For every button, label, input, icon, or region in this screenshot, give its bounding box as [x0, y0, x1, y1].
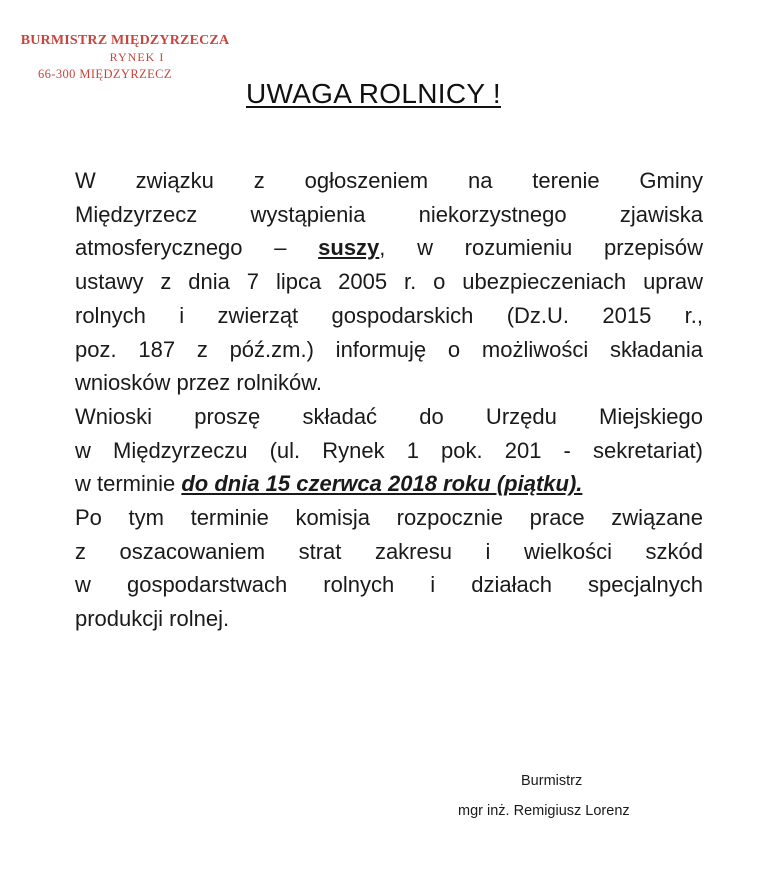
body-line: poz. 187 z póź.zm.) informuję o możliwości składania [75, 336, 703, 362]
office-stamp [8, 32, 242, 83]
signature-name: mgr inż. Remigiusz Lorenz [458, 803, 630, 819]
notice-body [75, 164, 703, 636]
body-line: Międzyrzecz wystąpienia niekorzystnego zjawiska [75, 201, 703, 227]
body-line [75, 231, 703, 265]
body-line: produkcji rolnej. [75, 606, 230, 632]
body-line: ustawy z dnia 7 lipca 2005 r. o ubezpieczeniach upraw [75, 269, 703, 295]
stamp-street: RYNEK I [109, 50, 165, 64]
body-line: w gospodarstwach rolnych i działach specjalnych [75, 572, 703, 598]
notice-title: UWAGA ROLNICY ! [246, 78, 501, 109]
body-line: W związku z ogłoszeniem na terenie Gminy [75, 168, 703, 193]
body-line: w Międzyrzeczu (ul. Rynek 1 pok. 201 - sekretariat) [75, 437, 703, 463]
signature-title: Burmistrz [521, 773, 583, 789]
body-line: z oszacowaniem strat zakresu i wielkości szkód [75, 538, 703, 564]
stamp-office-name: BURMISTRZ MIĘDZYRZECZA [20, 33, 230, 48]
body-line: Po tym terminie komisja rozpocznie prace związane [75, 505, 703, 531]
body-line: wniosków przez rolników. [75, 370, 322, 396]
body-line: Wnioski proszę składać do Urzędu Miejskiego [75, 403, 703, 429]
drought-term: suszy [318, 235, 380, 261]
body-text: atmosferycznego – [75, 235, 319, 261]
body-line [75, 467, 703, 501]
body-line: rolnych i zwierząt gospodarskich (Dz.U. 2015 r., [75, 302, 703, 328]
deadline-date: do dnia 15 czerwca 2018 roku (piątku). [181, 471, 583, 497]
body-text: w terminie [75, 471, 182, 497]
body-text: , w rozumieniu przepisów [379, 235, 704, 261]
stamp-postal-city: 66-300 MIĘDZYRZECZ [38, 67, 172, 81]
